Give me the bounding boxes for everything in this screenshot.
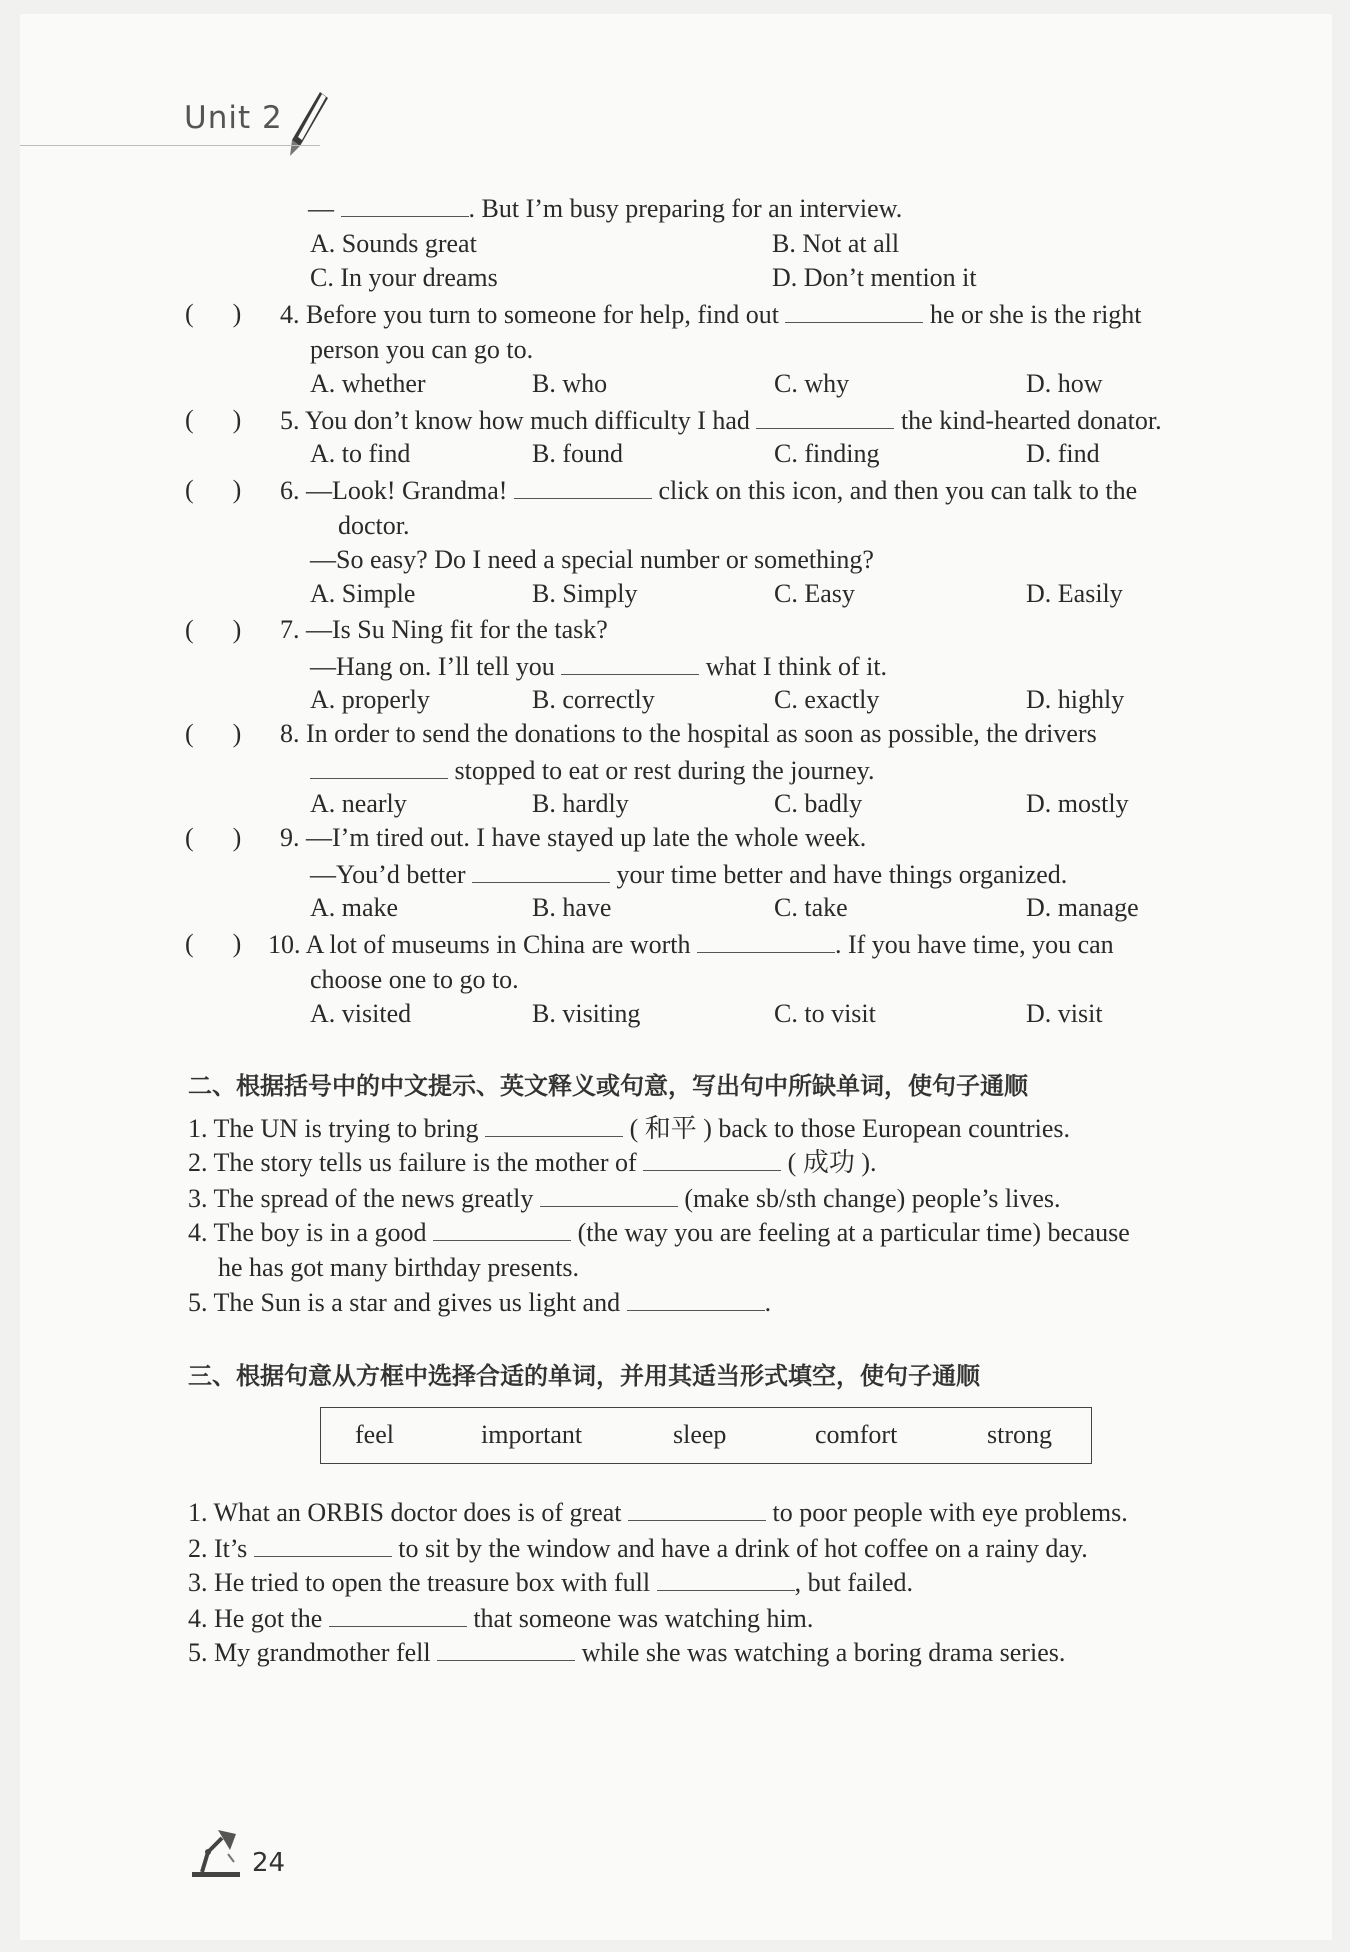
q8-stem: 8. In order to send the donations to the hospital as soon as possible, the drivers [280,719,1097,748]
q5-option-c: C. finding [774,439,880,468]
q5-stem: 5. You don’t know how much difficulty I had the kind-hearted donator. [280,406,1162,435]
word-bank-item: feel [355,1420,394,1449]
answer-blank[interactable] [785,298,923,323]
answer-parentheses[interactable]: ( ) [185,299,242,328]
q9-option-b: B. have [532,893,612,922]
answer-blank[interactable] [433,1216,571,1241]
q10-option-c: C. to visit [774,999,876,1028]
q9-option-c: C. take [774,893,848,922]
q8-option-d: D. mostly [1026,789,1129,818]
s3-item-1: 1. What an ORBIS doctor does is of great to poor people with eye problems. [188,1498,1128,1527]
answer-blank[interactable] [329,1602,467,1627]
answer-parentheses[interactable]: ( ) [185,929,242,958]
section3-heading: 三、根据句意从方框中选择合适的单词，并用其适当形式填空，使句子通顺 [188,1362,980,1390]
q10-stem: 10. A lot of museums in China are worth . If you have time, you can [268,930,1114,959]
q10-option-d: D. visit [1026,999,1103,1028]
pen-icon [284,88,332,158]
answer-blank[interactable] [485,1112,623,1137]
s2-item-3: 3. The spread of the news greatly (make sb/sth change) people’s lives. [188,1184,1061,1213]
q9-reply: —You’d better your time better and have things organized. [310,860,1068,889]
answer-blank[interactable] [756,404,894,429]
answer-blank[interactable] [561,650,699,675]
q8-option-c: C. badly [774,789,863,818]
q7-reply: —Hang on. I’ll tell you what I think of it. [310,652,888,681]
s2-item-4: 4. The boy is in a good (the way you are feeling at a particular time) because [188,1218,1130,1247]
q3-option-c: C. In your dreams [310,263,498,292]
q5-option-a: A. to find [310,439,411,468]
q6-option-d: D. Easily [1026,579,1123,608]
word-bank-box [320,1407,1092,1464]
q4-option-c: C. why [774,369,850,398]
q3-option-a: A. Sounds great [310,229,477,258]
q8-option-b: B. hardly [532,789,629,818]
s3-item-4: 4. He got the that someone was watching him. [188,1604,814,1633]
answer-blank[interactable] [341,192,469,217]
answer-blank[interactable] [657,1566,795,1591]
answer-blank[interactable] [628,1496,766,1521]
q4-stem-cont: person you can go to. [310,335,534,364]
q9-option-d: D. manage [1026,893,1139,922]
s2-item-1: 1. The UN is trying to bring ( 和平 ) back to those European countries. [188,1114,1070,1143]
q6-option-a: A. Simple [310,579,416,608]
q4-option-a: A. whether [310,369,426,398]
q7-stem: 7. —Is Su Ning fit for the task? [280,615,608,644]
q5-option-d: D. find [1026,439,1100,468]
answer-parentheses[interactable]: ( ) [185,823,242,852]
q10-stem-cont: choose one to go to. [310,965,519,994]
s2-item-4-cont: he has got many birthday presents. [218,1253,580,1282]
answer-blank[interactable] [514,474,652,499]
s3-item-5: 5. My grandmother fell while she was watching a boring drama series. [188,1638,1066,1667]
q3-option-b: B. Not at all [772,229,900,258]
q3-reply: — . But I’m busy preparing for an interview. [308,194,903,223]
q4-option-d: D. how [1026,369,1103,398]
q8-stem-cont: stopped to eat or rest during the journey. [310,754,875,787]
q10-option-b: B. visiting [532,999,641,1028]
s2-item-5: 5. The Sun is a star and gives us light and . [188,1288,772,1317]
s3-item-3: 3. He tried to open the treasure box with full , but failed. [188,1568,914,1597]
q4-stem: 4. Before you turn to someone for help, find out he or she is the right [280,300,1142,329]
q7-option-d: D. highly [1026,685,1125,714]
word-bank-item: sleep [673,1420,727,1449]
page-number: 24 [252,1848,286,1878]
word-bank-item: important [481,1420,583,1449]
word-bank-item: strong [987,1420,1052,1449]
answer-blank[interactable] [472,858,610,883]
answer-parentheses[interactable]: ( ) [185,719,242,748]
answer-blank[interactable] [254,1532,392,1557]
desk-lamp-icon [188,1824,246,1880]
s2-item-2: 2. The story tells us failure is the mother of ( 成功 ). [188,1148,877,1177]
word-bank-item: comfort [815,1420,898,1449]
header-rule [20,145,320,146]
s3-item-2: 2. It’s to sit by the window and have a drink of hot coffee on a rainy day. [188,1534,1088,1563]
q4-option-b: B. who [532,369,608,398]
q5-option-b: B. found [532,439,623,468]
q6-stem-cont: doctor. [338,511,410,540]
unit-title: Unit 2 [184,100,283,136]
q9-option-a: A. make [310,893,399,922]
section2-heading: 二、根据括号中的中文提示、英文释义或句意，写出句中所缺单词，使句子通顺 [188,1072,1028,1100]
q10-option-a: A. visited [310,999,412,1028]
q9-stem: 9. —I’m tired out. I have stayed up late the whole week. [280,823,867,852]
q8-option-a: A. nearly [310,789,407,818]
q7-option-a: A. properly [310,685,430,714]
q7-option-b: B. correctly [532,685,655,714]
q6-option-c: C. Easy [774,579,855,608]
answer-parentheses[interactable]: ( ) [185,405,242,434]
q6-reply: —So easy? Do I need a special number or something? [310,545,874,574]
answer-blank[interactable] [643,1146,781,1171]
answer-blank[interactable] [540,1182,678,1207]
answer-blank[interactable] [627,1286,765,1311]
q6-option-b: B. Simply [532,579,638,608]
q7-option-c: C. exactly [774,685,880,714]
answer-blank[interactable] [697,928,835,953]
q6-stem: 6. —Look! Grandma! click on this icon, and then you can talk to the [280,476,1138,505]
answer-parentheses[interactable]: ( ) [185,475,242,504]
answer-blank[interactable] [310,754,448,779]
answer-blank[interactable] [437,1636,575,1661]
answer-parentheses[interactable]: ( ) [185,615,242,644]
q3-option-d: D. Don’t mention it [772,263,977,292]
